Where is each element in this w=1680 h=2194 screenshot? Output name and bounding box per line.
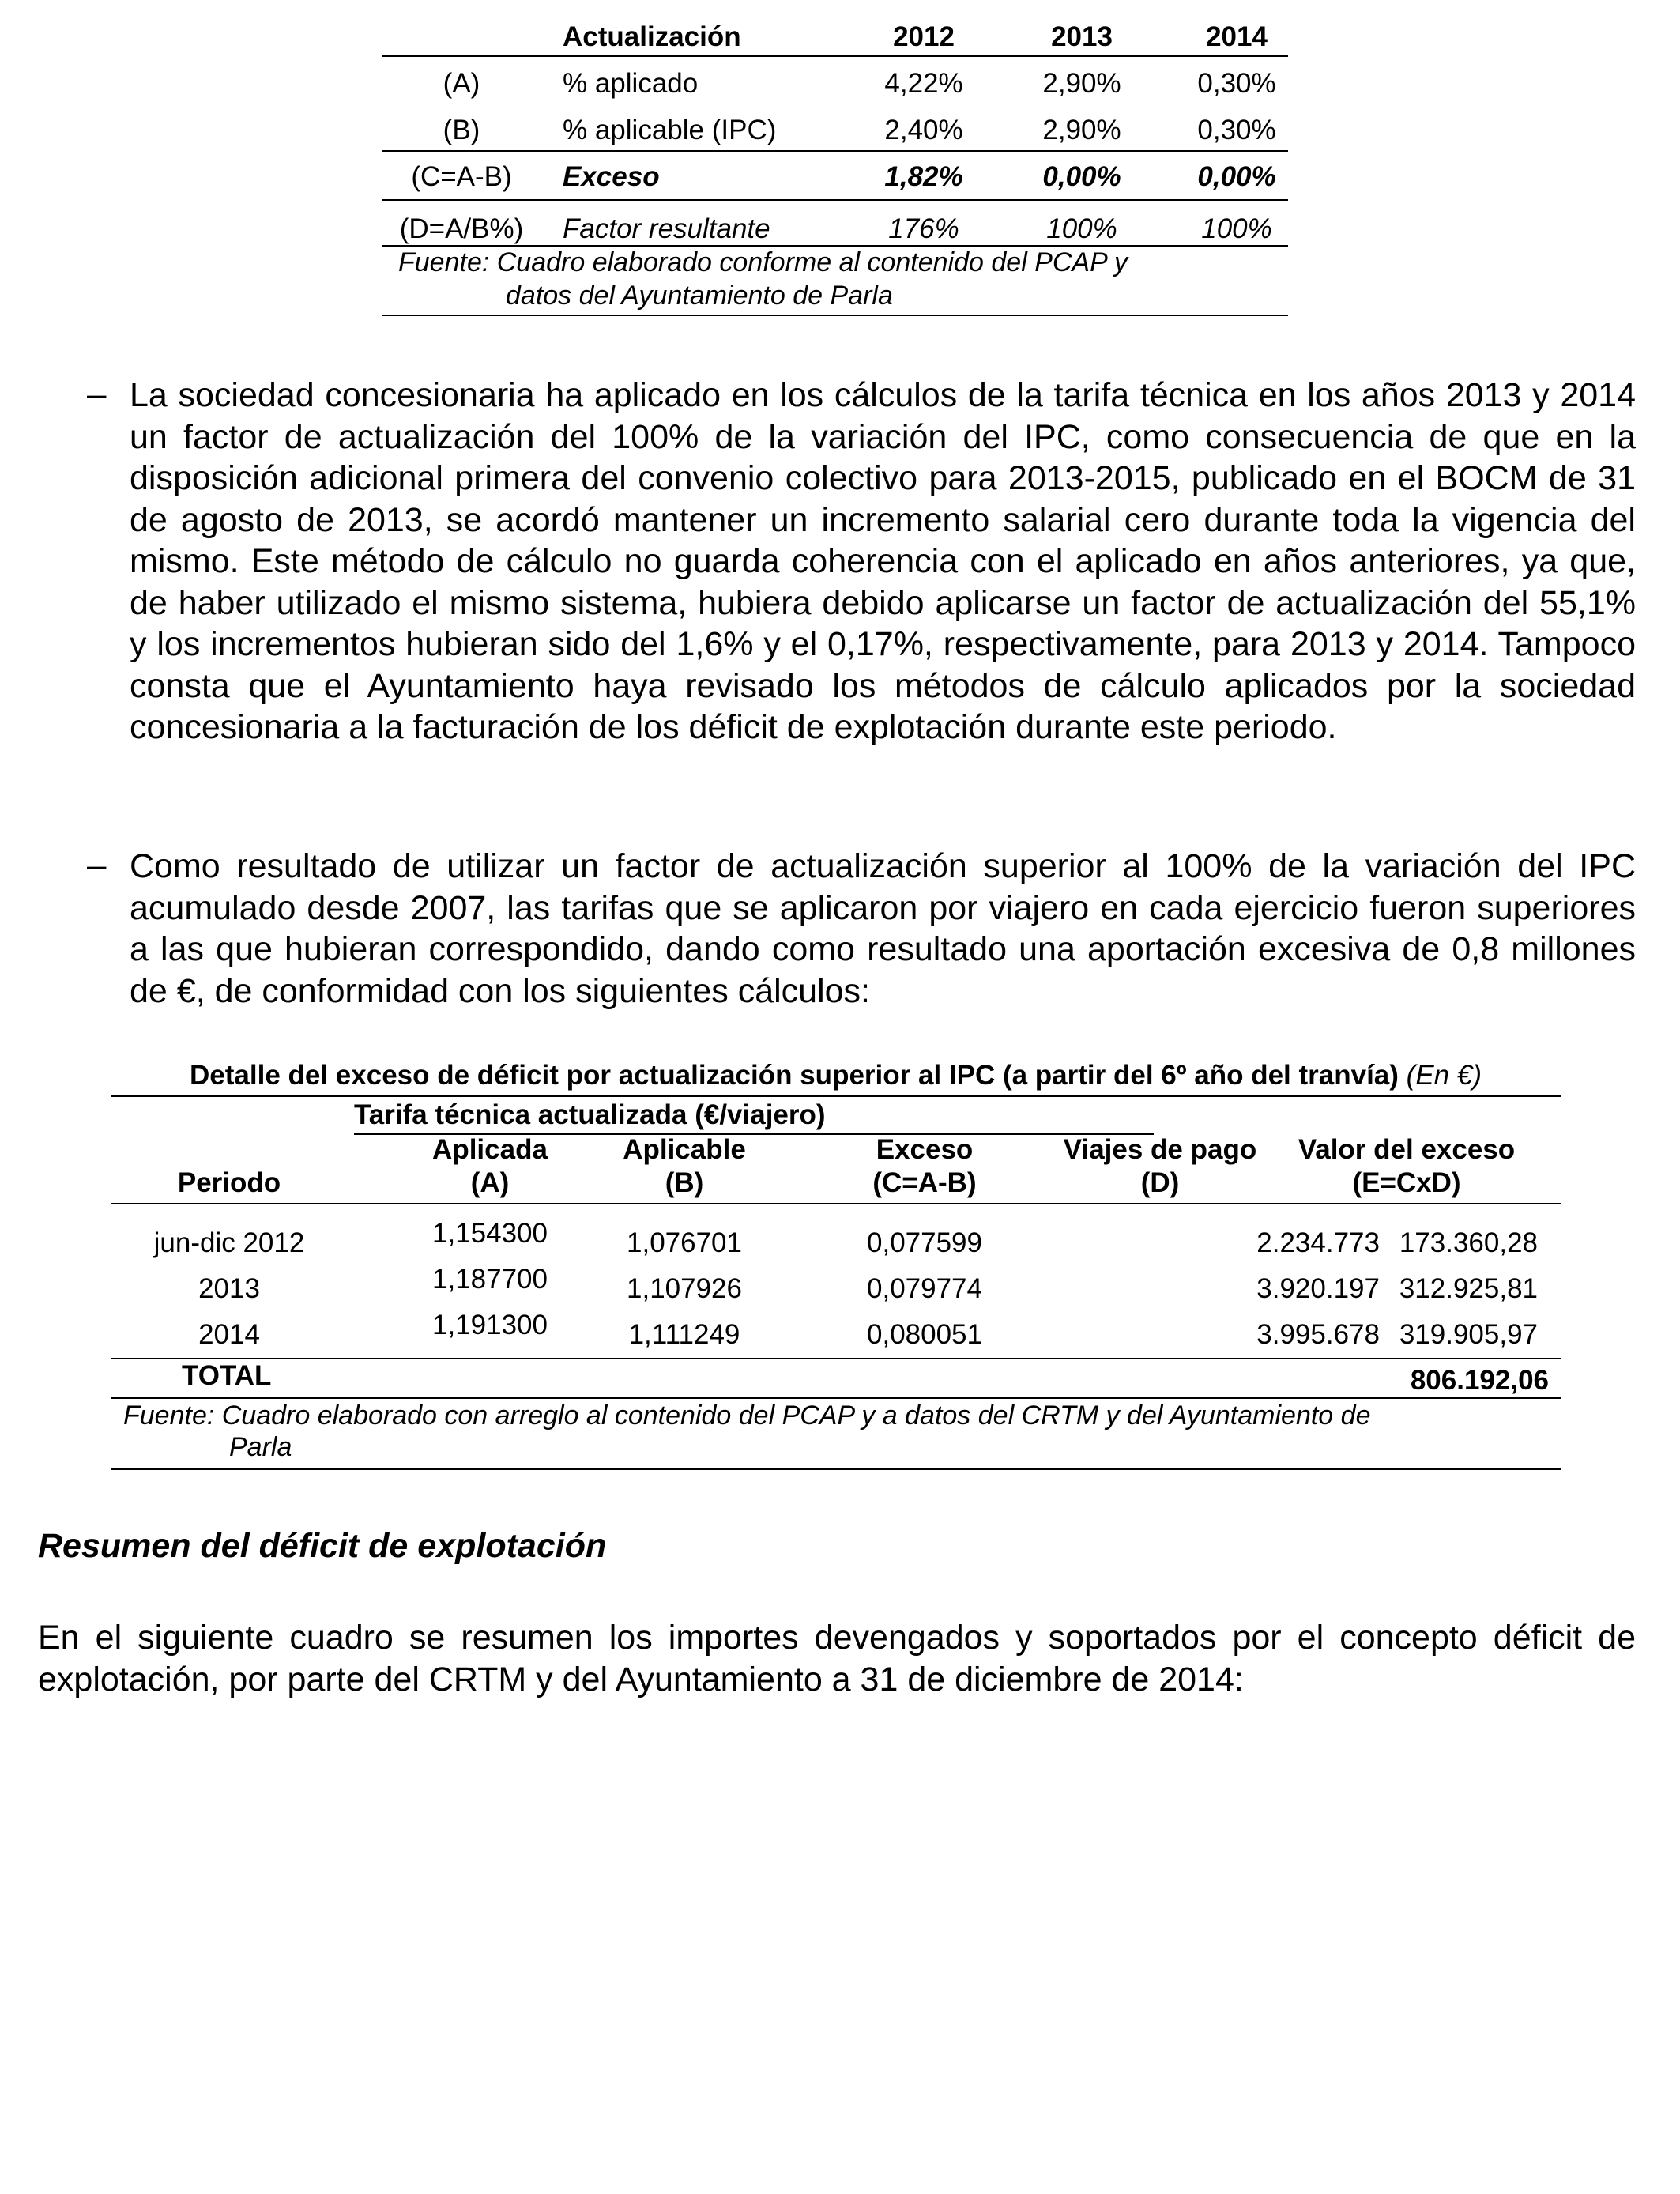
table-row-aplicable: 1,107926	[627, 1273, 742, 1304]
row-value-2014: 0,00%	[1197, 161, 1276, 192]
bullet-paragraph-2: Como resultado de utilizar un factor de actualización superior al 100% de la variación del IPC acumulado desde 2007, las tarifas que se aplicaron por viajero en cada ejercicio fueron superiores a las que hubieran correspondido, dando como resultado una aportación excesiva de 0,8 millones de €, de conformidad con los siguientes cálculos:	[130, 847, 1636, 1010]
row-code: (A)	[443, 68, 480, 99]
table-row-periodo: 2013	[198, 1273, 260, 1304]
table-row	[382, 60, 1288, 107]
table-row-periodo: 2014	[198, 1319, 260, 1350]
table2-header-viajes: Viajes de pago	[1063, 1134, 1257, 1165]
table2-source-line2: Parla	[229, 1432, 292, 1462]
bullet-paragraph-1: La sociedad concesionaria ha aplicado en los cálculos de la tarifa técnica en los años 2013 y 2014 un factor de actualización del 100% de la variación del IPC, como consecuencia de que en la disposición adicional primera del convenio colectivo para 2013-2015, publicado en el BOCM de 31 de agosto de 2013, se acordó mantener un incremento salarial cero durante toda la vigencia del mismo. Este método de cálculo no guarda coherencia con el aplicado en años anteriores, ya que, de haber utilizado el mismo sistema, hubiera debido aplicarse un factor de actualización del 55,1% y los incrementos hubieran sido del 1,6% y el 0,17%, respectivamente, para 2013 y 2014. Tampoco consta que el Ayuntamiento haya revisado los métodos de cálculo aplicados por la sociedad concesionaria a la facturación de los déficit de explotación durante este periodo.	[130, 376, 1636, 746]
table1-header-row	[382, 19, 1288, 55]
table2-header-valor-code: (E=CxD)	[1352, 1167, 1461, 1198]
row-value-2014: 100%	[1201, 213, 1272, 244]
row-value-2013: 0,00%	[1042, 161, 1121, 192]
table-row-aplicable: 1,076701	[627, 1227, 742, 1258]
table2-header-aplicable: Aplicable	[623, 1134, 746, 1165]
row-value-2012: 1,82%	[884, 161, 963, 192]
table2-group-header: Tarifa técnica actualizada (€/viajero)	[354, 1099, 826, 1130]
table2-title	[111, 1059, 1561, 1092]
table1-source-line2: datos del Ayuntamiento de Parla	[506, 281, 893, 311]
bullet-marker: –	[87, 375, 107, 413]
table1-header-2014: 2014	[1206, 21, 1268, 52]
table2-header-viajes-code: (D)	[1140, 1167, 1180, 1198]
table-row-aplicada: 1,187700	[432, 1264, 548, 1295]
row-value-2013: 2,90%	[1042, 115, 1121, 145]
row-code: (D=A/B%)	[399, 213, 524, 244]
table-row-exceso: 0,080051	[867, 1319, 982, 1350]
table-row-viajes: 3.920.197	[1256, 1273, 1380, 1304]
row-value-2013: 100%	[1046, 213, 1117, 244]
table2-bottom-rule	[111, 1468, 1561, 1470]
table2-title-unit: (En €)	[1406, 1060, 1482, 1091]
section-paragraph: En el siguiente cuadro se resumen los importes devengados y soportados por el concepto déficit de explotación, por parte del CRTM y del Ayuntamiento a 31 de diciembre de 2014:	[38, 1619, 1636, 1698]
table2-top-rule	[111, 1095, 1561, 1097]
table2-header-aplicable-code: (B)	[665, 1167, 704, 1198]
row-value-2014: 0,30%	[1197, 68, 1276, 99]
table1-header-2012: 2012	[893, 21, 955, 52]
table-row-aplicada: 1,154300	[432, 1218, 548, 1249]
bullet-marker: –	[87, 846, 107, 884]
exceso-deficit-table	[111, 1059, 1561, 1486]
table2-header-aplicada-code: (A)	[470, 1167, 510, 1198]
table1-divider	[382, 199, 1288, 201]
table1-source-line1: Fuente: Cuadro elaborado conforme al contenido del PCAP y	[398, 247, 1128, 277]
table2-source-line1: Fuente: Cuadro elaborado con arreglo al contenido del PCAP y a datos del CRTM y del Ayuntamiento de	[123, 1400, 1371, 1431]
table-row-aplicada: 1,191300	[432, 1310, 548, 1340]
table2-total-rule	[111, 1358, 1561, 1359]
section-title: Resumen del déficit de explotación	[38, 1527, 607, 1565]
table-row	[382, 107, 1288, 153]
table-row	[382, 153, 1288, 200]
table2-total-value: 806.192,06	[1410, 1365, 1549, 1396]
row-value-2012: 4,22%	[884, 68, 963, 99]
row-label: Factor resultante	[563, 213, 770, 244]
table-row-viajes: 2.234.773	[1256, 1227, 1380, 1258]
row-label: % aplicable (IPC)	[563, 115, 777, 145]
table-row-valor: 312.925,81	[1399, 1273, 1538, 1304]
table1-header-2013: 2013	[1051, 21, 1113, 52]
row-label: % aplicado	[563, 68, 699, 99]
table-row-viajes: 3.995.678	[1256, 1319, 1380, 1350]
table-row-valor: 319.905,97	[1399, 1319, 1538, 1350]
table1-divider	[382, 55, 1288, 57]
row-code: (C=A-B)	[411, 161, 512, 192]
table-row-aplicable: 1,111249	[628, 1319, 740, 1350]
table2-total-label: TOTAL	[182, 1360, 272, 1391]
row-value-2012: 2,40%	[884, 115, 963, 145]
table-row-valor: 173.360,28	[1399, 1227, 1538, 1258]
table1-divider	[382, 150, 1288, 152]
table2-header-rule	[111, 1203, 1561, 1204]
table2-header-exceso-code: (C=A-B)	[872, 1167, 977, 1198]
table1-bottom-rule	[382, 315, 1288, 316]
table2-header-periodo: Periodo	[177, 1167, 281, 1198]
table-row-periodo: jun-dic 2012	[153, 1227, 305, 1258]
table2-title-text: Detalle del exceso de déficit por actualización superior al IPC (a partir del 6º año del tranvía)	[190, 1060, 1399, 1091]
row-label: Exceso	[563, 161, 660, 192]
table1-header-actualizacion: Actualización	[563, 21, 741, 52]
table-row-exceso: 0,077599	[867, 1227, 982, 1258]
row-value-2013: 2,90%	[1042, 68, 1121, 99]
table2-header-aplicada: Aplicada	[432, 1134, 548, 1165]
table2-header-valor: Valor del exceso	[1298, 1134, 1516, 1165]
table-row-exceso: 0,079774	[867, 1273, 982, 1304]
table2-header-exceso: Exceso	[876, 1134, 974, 1165]
row-value-2014: 0,30%	[1197, 115, 1276, 145]
row-value-2012: 176%	[888, 213, 959, 244]
row-code: (B)	[443, 115, 480, 145]
